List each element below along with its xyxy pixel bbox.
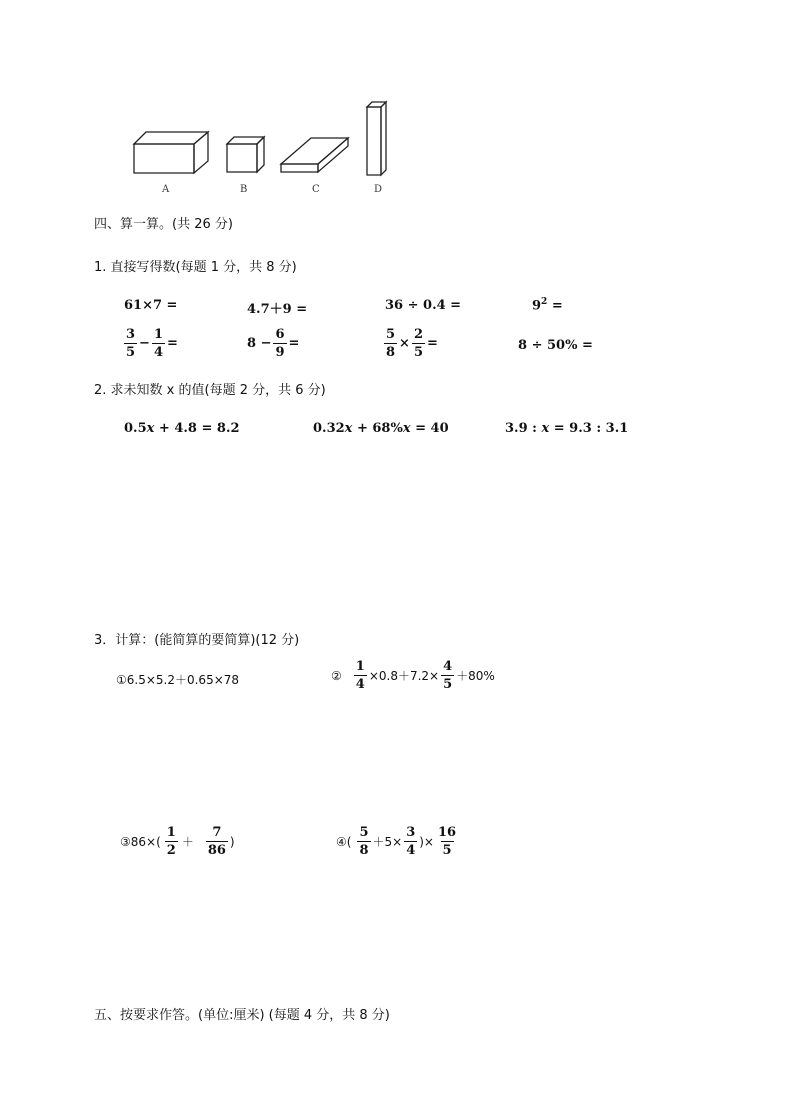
fraction	[124, 328, 137, 359]
term: 0.5	[124, 421, 147, 436]
numerator: 4	[443, 659, 453, 674]
figure-label-a: A	[162, 184, 170, 195]
fraction	[436, 826, 458, 857]
variable-x: x	[146, 421, 155, 436]
term: + 68%	[352, 421, 403, 436]
term: )×	[419, 834, 434, 849]
denominator: 5	[126, 345, 136, 360]
cuboid-a	[134, 132, 208, 173]
numerator: 5	[386, 327, 396, 342]
equals: =	[288, 336, 300, 351]
fraction	[354, 660, 367, 691]
term: ③86×(	[120, 834, 161, 849]
denominator: 9	[275, 345, 285, 360]
denominator: 5	[442, 843, 452, 858]
denominator: 5	[443, 677, 453, 692]
fraction	[384, 328, 397, 359]
numerator: 1	[355, 659, 365, 674]
term: ×0.8＋7.2×	[368, 669, 440, 683]
q1-item-4-exp: 2	[541, 297, 548, 307]
problem-mark: ②	[331, 668, 342, 683]
term: = 9.3 : 3.1	[549, 421, 629, 436]
numerator: 3	[406, 825, 416, 840]
q1-item-1: 61×7 =	[124, 298, 178, 313]
numerator: 2	[413, 327, 423, 342]
numerator: 7	[212, 825, 222, 840]
cuboid-c	[281, 138, 348, 172]
variable-x: x	[344, 421, 353, 436]
q1-item-8: 8 ÷ 50% =	[518, 338, 593, 353]
denominator: 86	[207, 843, 226, 858]
term: ＋80%	[456, 669, 495, 683]
numerator: 1	[166, 825, 176, 840]
term: ＋	[181, 835, 194, 849]
fraction	[273, 328, 286, 359]
term: ＋5×	[372, 835, 403, 849]
q1-item-4	[532, 297, 563, 313]
term: 3.9 :	[505, 421, 542, 436]
q1-item-2: 4.7＋9 =	[247, 302, 308, 317]
q2-equation-3	[505, 421, 628, 436]
fraction	[412, 328, 425, 359]
q2-title: 2. 求未知数 x 的值(每题 2 分，共 6 分)	[94, 383, 326, 398]
figure-label-b: B	[240, 184, 248, 195]
denominator: 4	[355, 677, 365, 692]
variable-x: x	[541, 421, 550, 436]
q3-problem-4	[336, 826, 460, 857]
equals: =	[167, 336, 178, 351]
operator: ×	[399, 336, 410, 351]
figure-label-d: D	[374, 184, 383, 195]
denominator: 8	[359, 843, 369, 858]
fraction	[152, 328, 165, 359]
q1-item-5	[122, 328, 178, 359]
term: )	[229, 834, 235, 849]
q1-item-7	[382, 328, 438, 359]
q1-title: 1. 直接写得数(每题 1 分，共 8 分)	[94, 260, 297, 275]
variable-x: x	[402, 421, 411, 436]
q2-equation-1	[124, 421, 240, 436]
term: 0.32	[313, 421, 345, 436]
q3-problem-3	[120, 826, 235, 857]
prefix: 8 −	[247, 336, 272, 351]
section-4-heading: 四、算一算。(共 26 分)	[94, 217, 233, 232]
denominator: 5	[413, 345, 423, 360]
fraction	[206, 826, 228, 857]
fraction	[441, 660, 454, 691]
q1-item-6	[247, 328, 299, 359]
denominator: 4	[153, 345, 163, 360]
q1-item-3: 36 ÷ 0.4 =	[385, 298, 462, 313]
cuboid-d	[367, 102, 386, 175]
numerator: 6	[275, 327, 285, 342]
fraction	[404, 826, 417, 857]
fraction	[357, 826, 370, 857]
numerator: 5	[359, 825, 369, 840]
operator: −	[139, 336, 150, 351]
figure-label-c: C	[312, 184, 320, 195]
term: ④(	[336, 834, 352, 849]
denominator: 8	[386, 345, 396, 360]
q3-title: 3．计算：(能简算的要简算)(12 分)	[94, 633, 300, 648]
q3-problem-1: ①6.5×5.2＋0.65×78	[116, 673, 240, 687]
cuboid-b	[227, 137, 264, 172]
q2-equation-2	[313, 421, 449, 436]
denominator: 4	[406, 843, 416, 858]
q1-item-4-base: 9	[532, 298, 542, 314]
denominator: 2	[166, 843, 176, 858]
q3-problem-2	[331, 660, 495, 691]
term: + 4.8 = 8.2	[154, 421, 240, 436]
section-5-heading: 五、按要求作答。(单位:厘米) (每题 4 分，共 8 分)	[94, 1008, 390, 1023]
q1-item-4-tail: =	[547, 298, 563, 314]
numerator: 3	[126, 327, 136, 342]
equals: =	[427, 336, 438, 351]
fraction	[165, 826, 178, 857]
term: = 40	[410, 421, 449, 436]
numerator: 1	[153, 327, 163, 342]
numerator: 16	[438, 825, 457, 840]
